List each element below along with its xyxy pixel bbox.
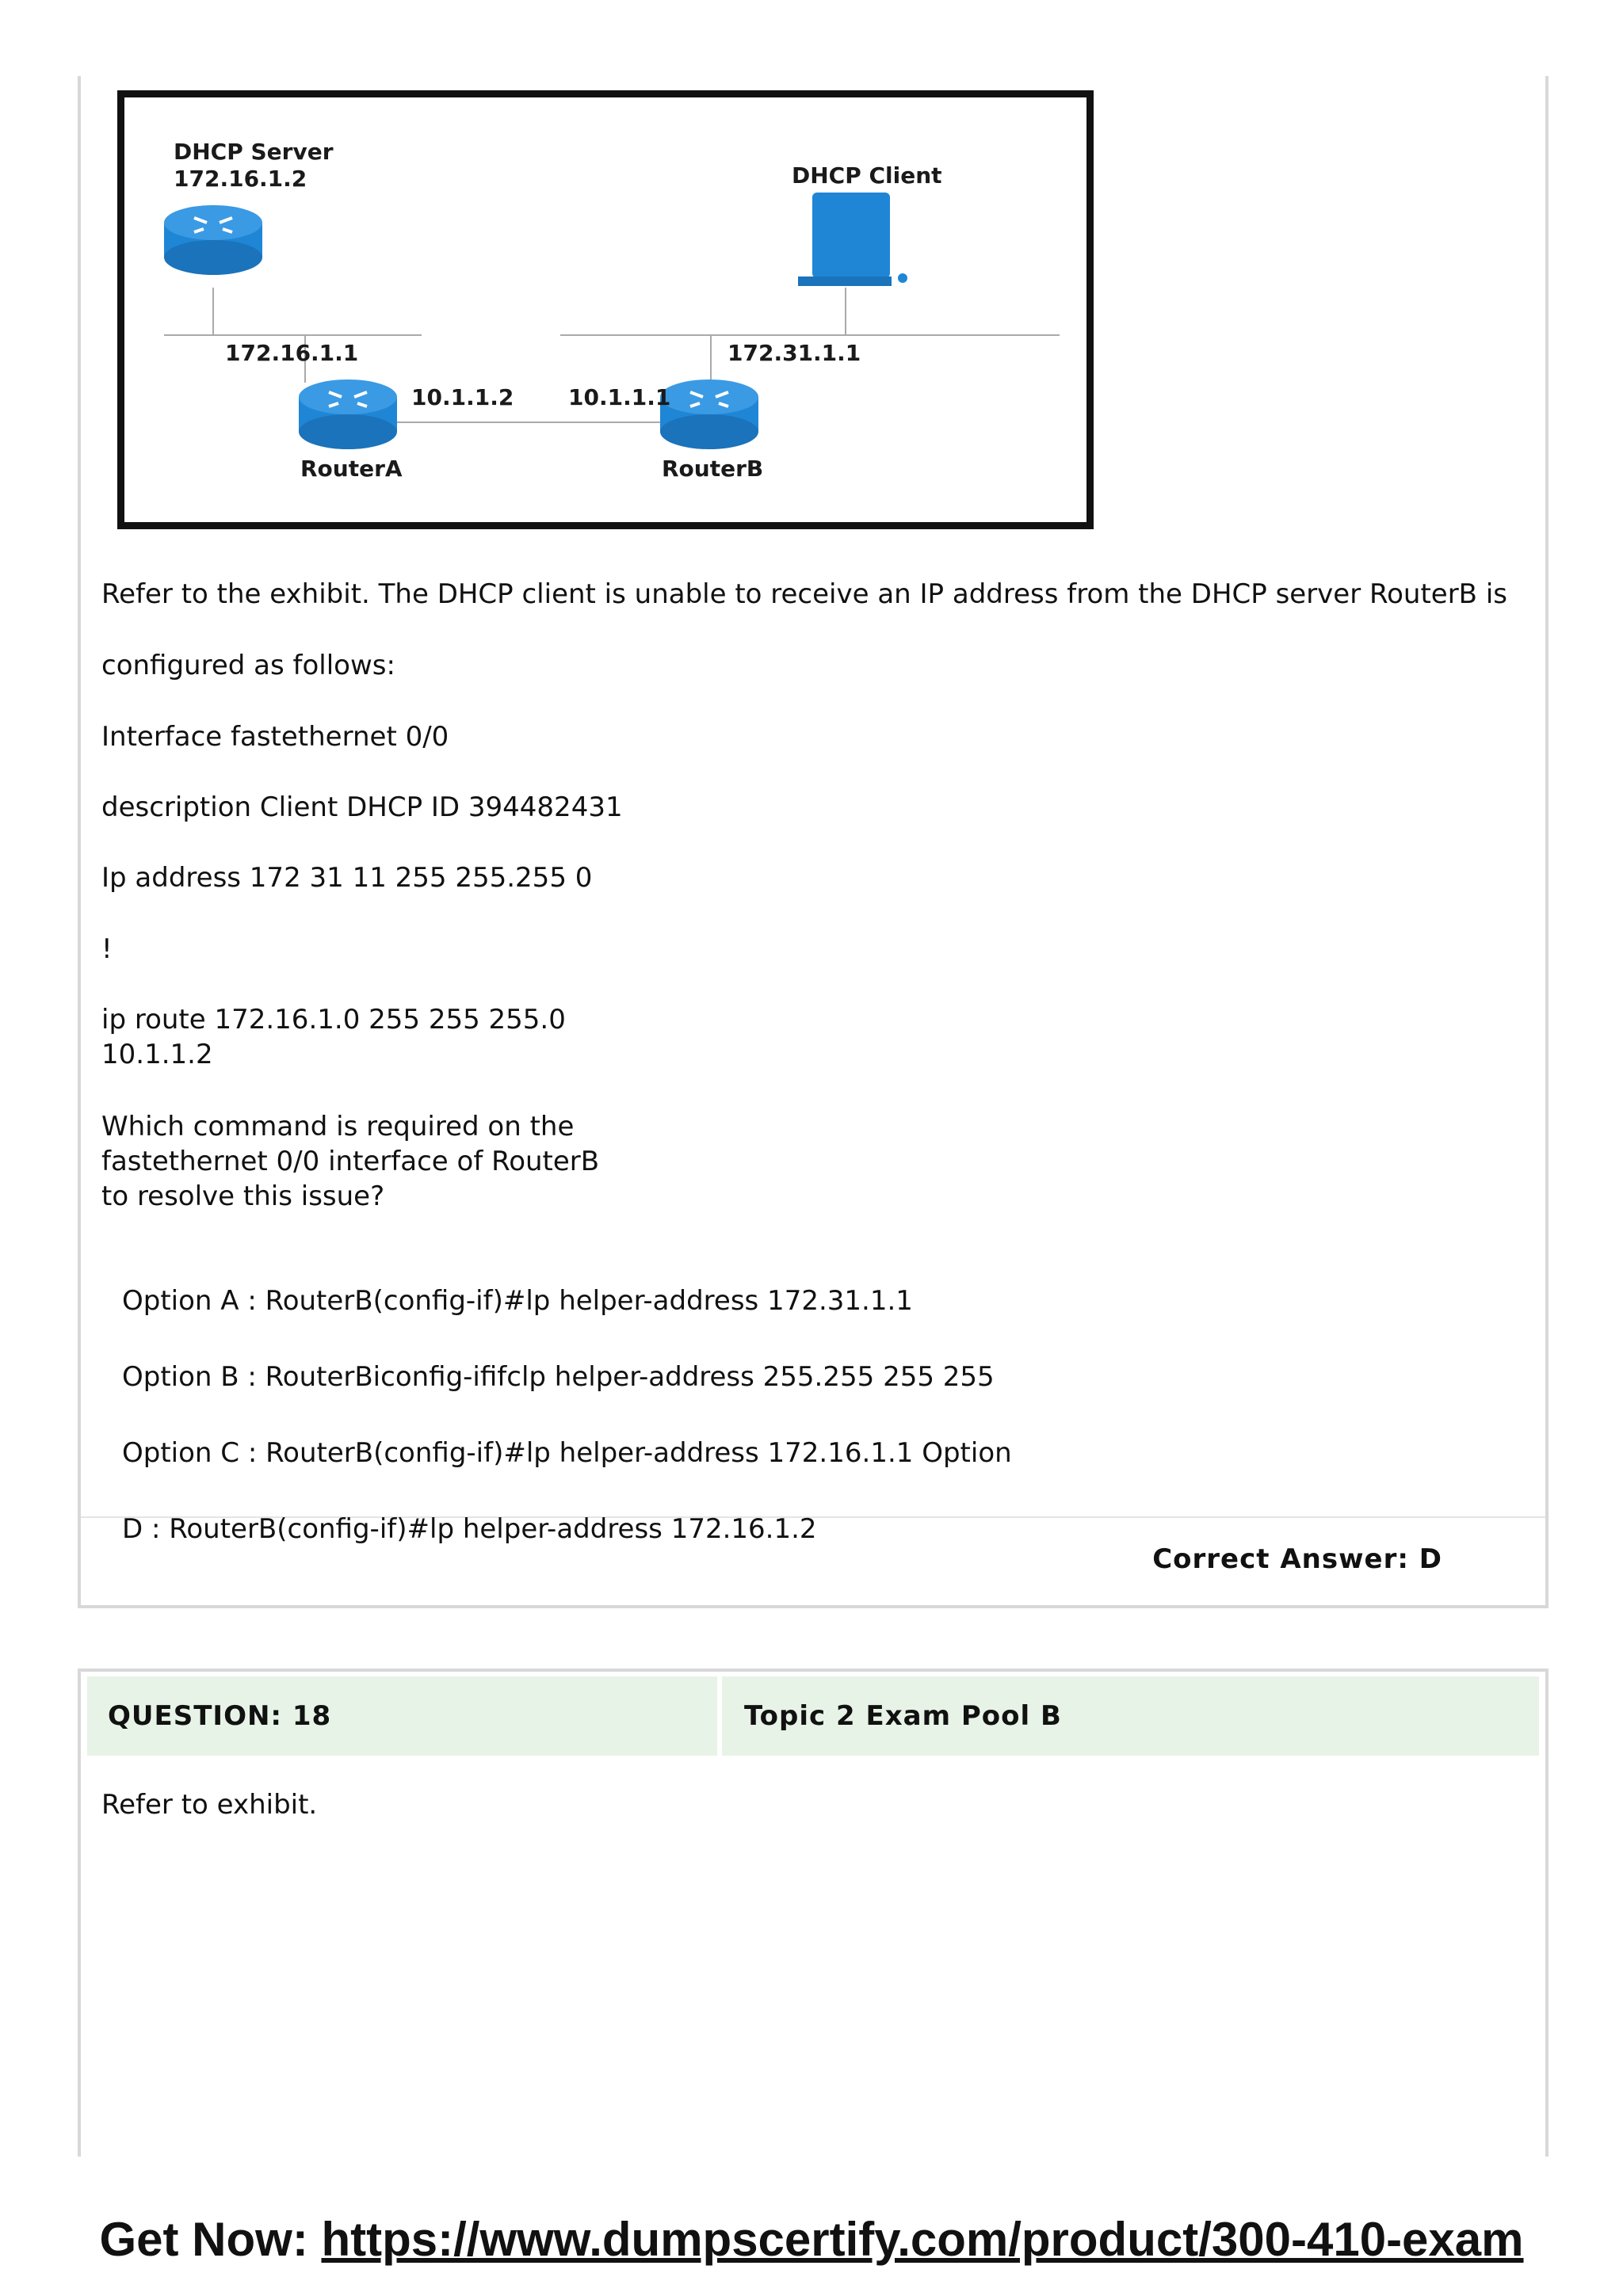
router-a-wan-ip: 10.1.1.2 bbox=[411, 384, 514, 410]
dhcp-server-router-icon bbox=[164, 205, 262, 275]
router-a-icon bbox=[299, 379, 397, 449]
footer-cta bbox=[0, 2212, 1623, 2267]
option-a: Option A : RouterB(config-if)#lp helper-address 172.31.1.1 bbox=[122, 1285, 913, 1317]
correct-answer: Correct Answer: D bbox=[1152, 1543, 1442, 1575]
router-a-label: RouterA bbox=[300, 456, 403, 482]
config-line: 10.1.1.2 bbox=[101, 1039, 213, 1070]
router-b-lan-ip: 172.31.1.1 bbox=[727, 340, 861, 366]
config-line: ! bbox=[101, 933, 113, 965]
router-b-label: RouterB bbox=[662, 456, 764, 482]
network-exhibit bbox=[117, 90, 1094, 529]
config-line: Interface fastethernet 0/0 bbox=[101, 721, 449, 753]
router-a-lan-ip: 172.16.1.1 bbox=[225, 340, 359, 366]
question-text-line: configured as follows: bbox=[101, 650, 395, 681]
router-b-icon bbox=[660, 379, 758, 449]
config-line: ip route 172.16.1.0 255 255 255.0 bbox=[101, 1004, 566, 1035]
question-18-panel bbox=[78, 1669, 1549, 2157]
question-number: QUESTION: 18 bbox=[87, 1676, 717, 1756]
footer-prefix: Get Now: bbox=[99, 2213, 322, 2266]
config-line: Ip address 172 31 11 255 255.255 0 bbox=[101, 862, 593, 894]
dhcp-server-ip: 172.16.1.2 bbox=[174, 166, 307, 192]
dhcp-client-pc-icon bbox=[798, 193, 907, 286]
question-text-line: fastethernet 0/0 interface of RouterB bbox=[101, 1146, 600, 1177]
topic-label: Topic 2 Exam Pool B bbox=[722, 1676, 1539, 1756]
question-18-text: Refer to exhibit. bbox=[101, 1789, 318, 1821]
option-c: Option C : RouterB(config-if)#lp helper-address 172.16.1.1 Option bbox=[122, 1437, 1012, 1469]
question-18-header bbox=[87, 1676, 1539, 1756]
question-text-line: Refer to the exhibit. The DHCP client is unable to receive an IP address from the DHCP server RouterB is bbox=[101, 578, 1507, 610]
config-line: description Client DHCP ID 394482431 bbox=[101, 791, 623, 823]
network-diagram bbox=[124, 97, 1086, 522]
question-text-line: to resolve this issue? bbox=[101, 1180, 385, 1212]
dhcp-server-label: DHCP Server bbox=[174, 139, 334, 165]
question-text-line: Which command is required on the bbox=[101, 1111, 575, 1142]
option-d: D : RouterB(config-if)#lp helper-address 172.16.1.2 bbox=[122, 1513, 817, 1545]
option-b: Option B : RouterBiconfig-ififclp helper-address 255.255 255 255 bbox=[122, 1361, 995, 1393]
footer-link[interactable]: https://www.dumpscertify.com/product/300-410-exam bbox=[321, 2213, 1524, 2266]
dhcp-client-label: DHCP Client bbox=[792, 162, 942, 189]
router-b-wan-ip: 10.1.1.1 bbox=[568, 384, 671, 410]
